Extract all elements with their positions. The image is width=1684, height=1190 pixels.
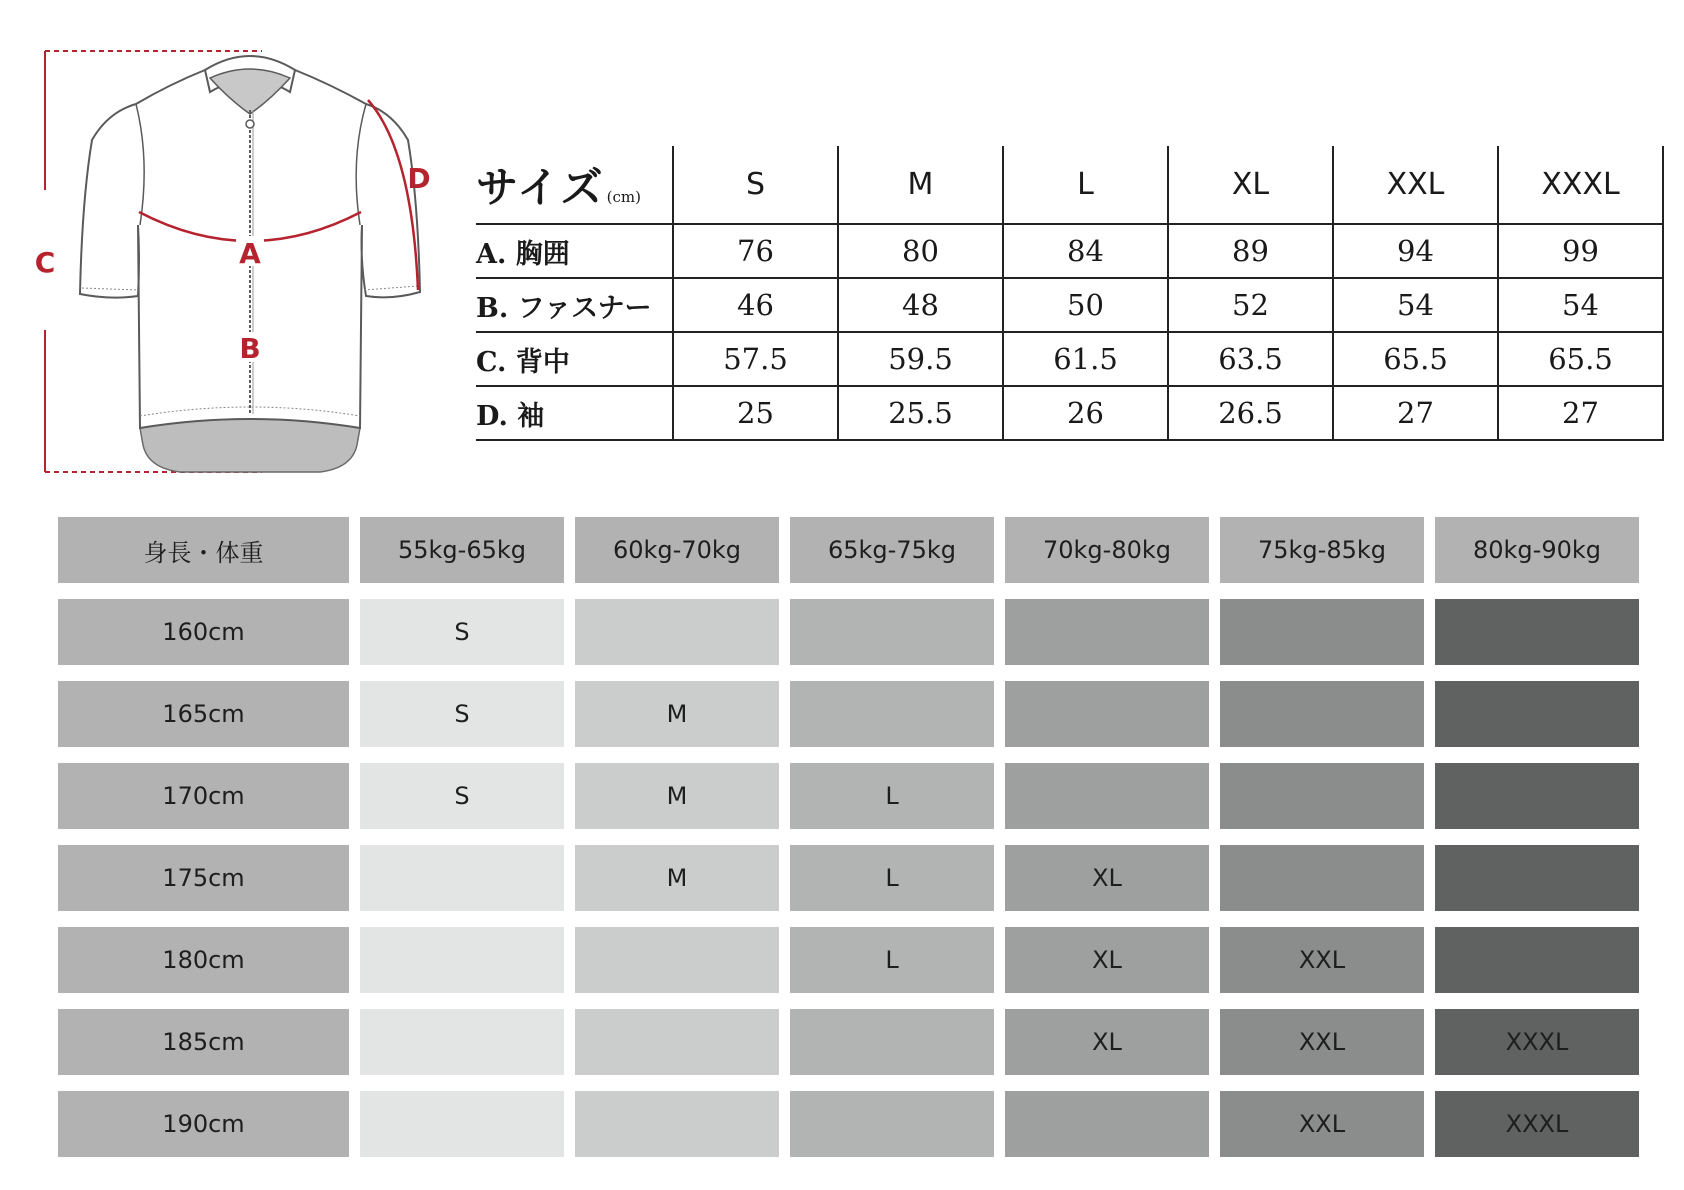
fit-cell: XL xyxy=(1005,845,1209,911)
size-header-xxxl: XXXL xyxy=(1498,146,1663,224)
fit-cell: XXXL xyxy=(1435,1091,1639,1157)
fit-cell xyxy=(1435,763,1639,829)
fit-cell: M xyxy=(575,845,779,911)
label-d: D xyxy=(407,162,431,195)
fit-cell xyxy=(575,1091,779,1157)
measure-row-sleeve xyxy=(476,386,1663,440)
fit-cell: L xyxy=(790,763,994,829)
measure-row-back xyxy=(476,332,1663,386)
value-cell: 61.5 xyxy=(1003,332,1168,386)
size-header-xl: XL xyxy=(1168,146,1333,224)
fit-cell xyxy=(1435,681,1639,747)
value-cell: 48 xyxy=(838,278,1003,332)
fit-cell xyxy=(1220,599,1424,665)
value-cell: 76 xyxy=(673,224,838,278)
fit-cell: L xyxy=(790,927,994,993)
label-b: B xyxy=(239,332,261,365)
height-label: 180cm xyxy=(58,927,349,993)
fit-cell: S xyxy=(360,681,564,747)
value-cell: 26.5 xyxy=(1168,386,1333,440)
value-cell: 27 xyxy=(1498,386,1663,440)
fit-corner-header: 身長・体重 xyxy=(58,517,349,583)
value-cell: 94 xyxy=(1333,224,1498,278)
fit-cell xyxy=(360,845,564,911)
value-cell: 26 xyxy=(1003,386,1168,440)
fit-cell xyxy=(360,1091,564,1157)
value-cell: 25.5 xyxy=(838,386,1003,440)
fit-cell xyxy=(790,1091,994,1157)
measure-row-chest xyxy=(476,224,1663,278)
weight-header: 75kg-85kg xyxy=(1220,517,1424,583)
size-title-text: サイズ xyxy=(476,162,605,212)
size-header-m: M xyxy=(838,146,1003,224)
fit-cell: XXXL xyxy=(1435,1009,1639,1075)
size-header-row xyxy=(476,146,1663,224)
weight-header: 55kg-65kg xyxy=(360,517,564,583)
fit-cell xyxy=(1220,845,1424,911)
fit-cell: XL xyxy=(1005,1009,1209,1075)
label-a: A xyxy=(239,237,261,270)
fit-cell: M xyxy=(575,681,779,747)
fit-cell: XXL xyxy=(1220,927,1424,993)
height-label: 190cm xyxy=(58,1091,349,1157)
row-label: D. 袖 xyxy=(476,386,673,440)
weight-header: 65kg-75kg xyxy=(790,517,994,583)
fit-cell xyxy=(360,1009,564,1075)
fit-cell xyxy=(1005,1091,1209,1157)
jersey-hem xyxy=(140,419,360,472)
height-label: 170cm xyxy=(58,763,349,829)
fit-cell xyxy=(1005,763,1209,829)
jersey-illustration xyxy=(0,0,460,480)
size-header-s: S xyxy=(673,146,838,224)
weight-header: 80kg-90kg xyxy=(1435,517,1639,583)
value-cell: 84 xyxy=(1003,224,1168,278)
zipper-pull xyxy=(246,120,254,128)
fit-cell: XXL xyxy=(1220,1091,1424,1157)
size-header-l: L xyxy=(1003,146,1168,224)
fit-guide-grid xyxy=(58,517,1639,1157)
height-label: 185cm xyxy=(58,1009,349,1075)
size-header-xxl: XXL xyxy=(1333,146,1498,224)
measure-row-zipper xyxy=(476,278,1663,332)
value-cell: 65.5 xyxy=(1498,332,1663,386)
height-label: 165cm xyxy=(58,681,349,747)
fit-cell: XXL xyxy=(1220,1009,1424,1075)
fit-cell xyxy=(575,599,779,665)
value-cell: 89 xyxy=(1168,224,1333,278)
value-cell: 59.5 xyxy=(838,332,1003,386)
value-cell: 52 xyxy=(1168,278,1333,332)
row-label: C. 背中 xyxy=(476,332,673,386)
size-unit: (cm) xyxy=(606,187,641,206)
value-cell: 99 xyxy=(1498,224,1663,278)
size-measurement-table xyxy=(476,146,1664,441)
fit-cell: S xyxy=(360,763,564,829)
height-label: 175cm xyxy=(58,845,349,911)
fit-cell: L xyxy=(790,845,994,911)
value-cell: 27 xyxy=(1333,386,1498,440)
fit-cell xyxy=(1005,681,1209,747)
height-label: 160cm xyxy=(58,599,349,665)
value-cell: 25 xyxy=(673,386,838,440)
fit-cell xyxy=(1005,599,1209,665)
label-c: C xyxy=(34,246,56,279)
row-label: B. ファスナー xyxy=(476,278,673,332)
fit-cell xyxy=(1435,845,1639,911)
fit-cell xyxy=(1220,681,1424,747)
fit-cell: S xyxy=(360,599,564,665)
fit-cell: M xyxy=(575,763,779,829)
fit-cell: XL xyxy=(1005,927,1209,993)
fit-cell xyxy=(790,1009,994,1075)
value-cell: 63.5 xyxy=(1168,332,1333,386)
fit-cell xyxy=(575,927,779,993)
fit-cell xyxy=(360,927,564,993)
weight-header: 70kg-80kg xyxy=(1005,517,1209,583)
size-table-title xyxy=(476,146,673,224)
value-cell: 54 xyxy=(1498,278,1663,332)
weight-header: 60kg-70kg xyxy=(575,517,779,583)
fit-cell xyxy=(575,1009,779,1075)
fit-cell xyxy=(790,681,994,747)
value-cell: 80 xyxy=(838,224,1003,278)
value-cell: 57.5 xyxy=(673,332,838,386)
row-label: A. 胸囲 xyxy=(476,224,673,278)
fit-cell xyxy=(790,599,994,665)
fit-cell xyxy=(1220,763,1424,829)
value-cell: 54 xyxy=(1333,278,1498,332)
fit-cell xyxy=(1435,599,1639,665)
value-cell: 50 xyxy=(1003,278,1168,332)
value-cell: 46 xyxy=(673,278,838,332)
value-cell: 65.5 xyxy=(1333,332,1498,386)
fit-cell xyxy=(1435,927,1639,993)
